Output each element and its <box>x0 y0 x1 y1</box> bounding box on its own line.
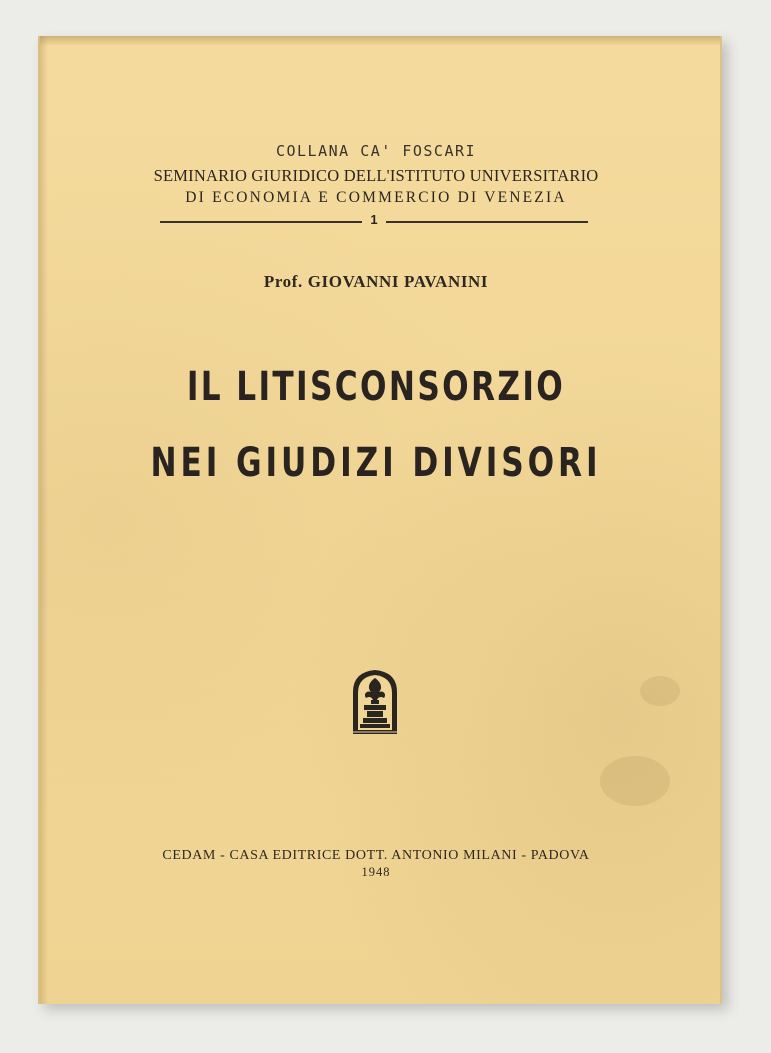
institution-line: DI ECONOMIA E COMMERCIO DI VENEZIA <box>185 189 567 206</box>
series-label: COLLANA CA' FOSCARI <box>275 142 477 160</box>
book-title-line-1: IL LITISCONSORZIO <box>186 364 566 410</box>
paper-stain <box>640 676 680 706</box>
rule-left <box>160 221 362 223</box>
author-name: Prof. GIOVANNI PAVANINI <box>263 272 489 291</box>
publication-year: 1948 <box>361 865 391 879</box>
publisher-line: CEDAM - CASA EDITRICE DOTT. ANTONIO MILANI - PADOVA <box>162 848 590 863</box>
volume-rule <box>160 212 588 232</box>
cover-top-edge <box>40 36 720 46</box>
book-cover <box>38 36 722 1004</box>
book-title-line-2: NEI GIUDIZI DIVISORI <box>150 440 602 486</box>
paper-stain <box>600 756 670 806</box>
volume-number: 1 <box>370 212 378 227</box>
rule-right <box>386 221 588 223</box>
publisher-emblem-icon <box>349 666 401 736</box>
seminar-line: SEMINARIO GIURIDICO DELL'ISTITUTO UNIVERSITARIO <box>153 166 599 185</box>
